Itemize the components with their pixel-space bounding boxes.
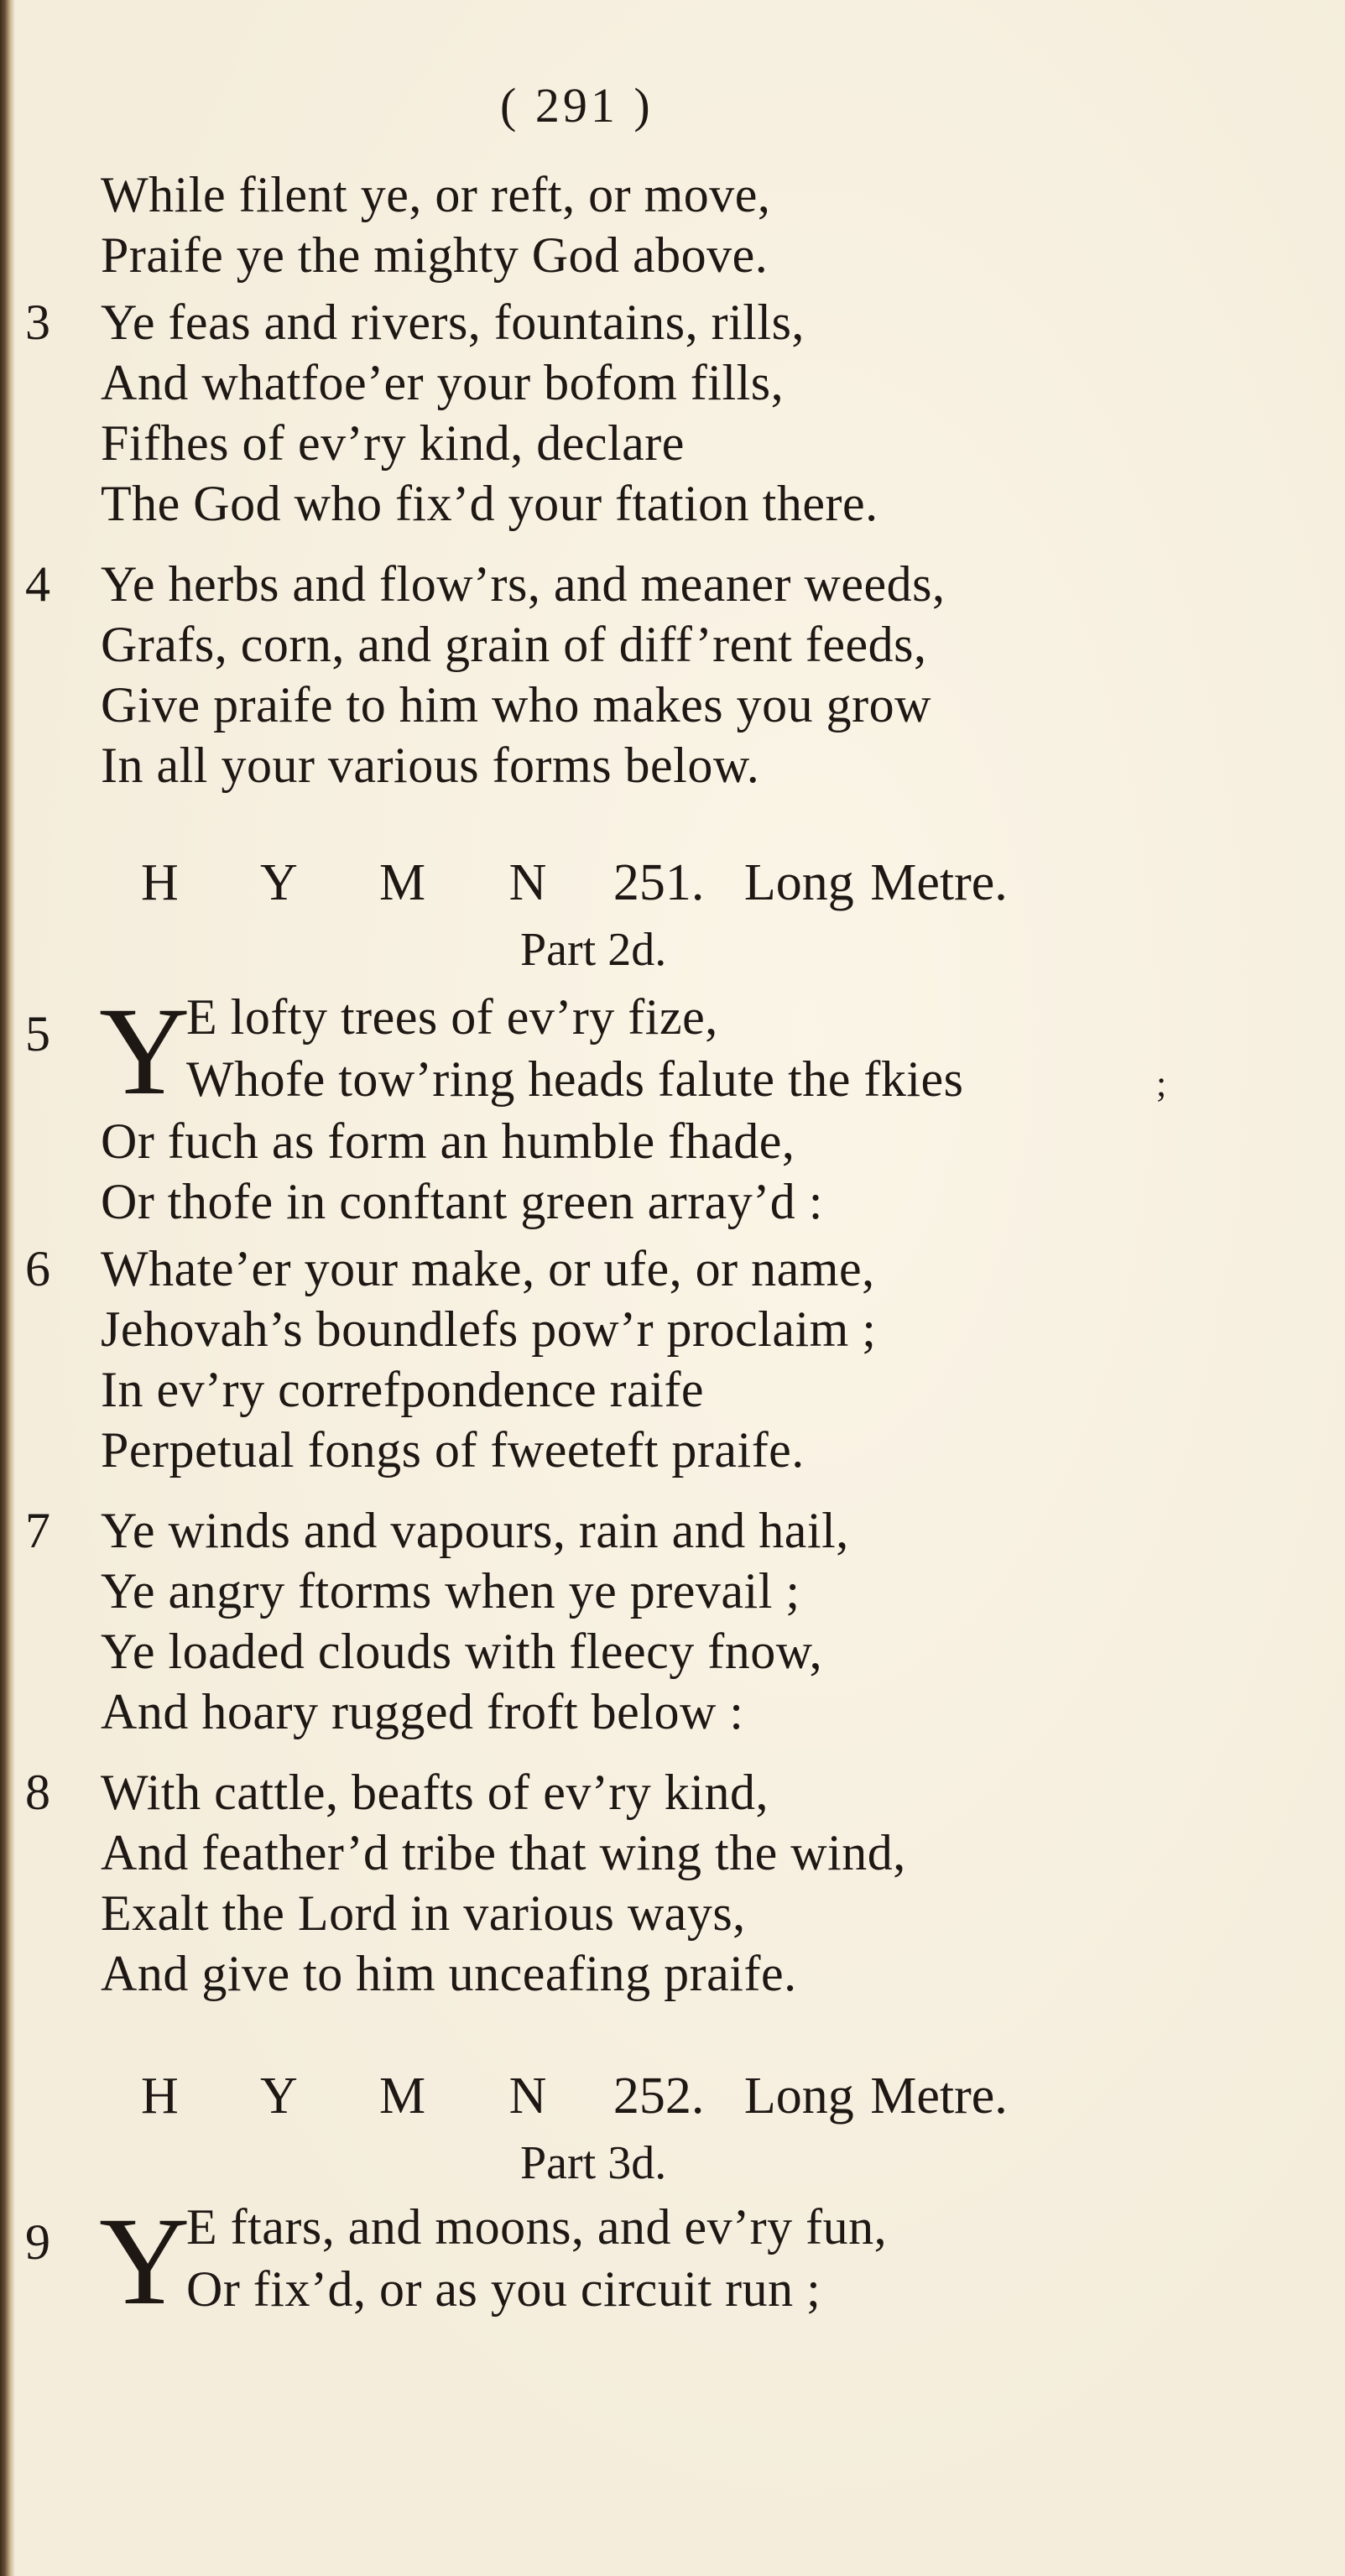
- hymn-part: Part 3d.: [520, 2137, 667, 2189]
- verse-line: Praife ye the mighty God above.: [101, 227, 769, 283]
- side-mark: ;: [1156, 1063, 1167, 1104]
- verse-line: Ye herbs and flow’rs, and meaner weeds,: [101, 556, 946, 612]
- stanza-number: 3: [25, 295, 50, 350]
- drop-cap: Y: [99, 982, 190, 1121]
- verse-line: While filent ye, or reft, or move,: [101, 167, 771, 222]
- verse-line: And whatfoe’er your bofom fills,: [101, 355, 785, 410]
- verse-line: And feather’d tribe that wing the wind,: [101, 1825, 906, 1880]
- verse-line: In all your various forms below.: [101, 738, 760, 793]
- stanza-number: 4: [25, 556, 50, 612]
- drop-cap: Y: [99, 2192, 190, 2331]
- stanza-number: 7: [25, 1503, 50, 1558]
- verse-line: Ye feas and rivers, fountains, rills,: [101, 295, 805, 350]
- verse-line: Whate’er your make, or ufe, or name,: [101, 1241, 875, 1296]
- verse-line: Grafs, corn, and grain of diff’rent feeds,: [101, 617, 927, 672]
- stanza-number: 5: [25, 1006, 50, 1061]
- verse-line: Whofe tow’ring heads falute the fkies: [186, 1051, 964, 1107]
- verse-line: The God who fix’d your ftation there.: [101, 476, 878, 531]
- verse-line: Jehovah’s boundlefs pow’r proclaim ;: [101, 1301, 877, 1357]
- stanza-number: 8: [25, 1765, 50, 1820]
- hymn-part: Part 2d.: [520, 924, 667, 976]
- verse-line: In ev’ry correfpondence raife: [101, 1362, 705, 1417]
- verse-line: E lofty trees of ev’ry fize,: [186, 989, 718, 1045]
- page-number: ( 291 ): [500, 78, 654, 133]
- verse-line: And give to him unceafing praife.: [101, 1946, 797, 2001]
- verse-line: Ye winds and vapours, rain and hail,: [101, 1503, 849, 1558]
- verse-line: And hoary rugged froft below :: [101, 1684, 744, 1739]
- stanza-number: 6: [25, 1241, 50, 1296]
- page-binding-edge: [0, 0, 15, 2576]
- verse-line: Give praife to him who makes you grow: [101, 677, 931, 733]
- hymn-metre: Long Metre.: [743, 2068, 1008, 2125]
- hymn-number: 252.: [613, 2068, 705, 2125]
- verse-line: Ye angry ftorms when ye prevail ;: [101, 1563, 800, 1619]
- hymn-number: 251.: [613, 854, 705, 911]
- verse-line: Fifhes of ev’ry kind, declare: [101, 415, 685, 471]
- hymn-heading: [141, 2066, 1008, 2126]
- hymn-prefix: H Y M N: [141, 2068, 581, 2125]
- hymn-prefix: H Y M N: [141, 854, 581, 911]
- verse-line: Exalt the Lord in various ways,: [101, 1885, 746, 1941]
- hymn-heading: [141, 853, 1008, 913]
- verse-line: Or thofe in conftant green array’d :: [101, 1174, 823, 1229]
- verse-line: Or fix’d, or as you circuit run ;: [186, 2261, 821, 2317]
- verse-line: Ye loaded clouds with fleecy fnow,: [101, 1624, 823, 1679]
- hymn-metre: Long Metre.: [743, 854, 1008, 911]
- stanza-number: 9: [25, 2214, 50, 2270]
- verse-line: E ftars, and moons, and ev’ry fun,: [186, 2199, 888, 2255]
- verse-line: With cattle, beafts of ev’ry kind,: [101, 1765, 769, 1820]
- verse-line: Or fuch as form an humble fhade,: [101, 1113, 795, 1169]
- verse-line: Perpetual fongs of fweeteft praife.: [101, 1422, 805, 1478]
